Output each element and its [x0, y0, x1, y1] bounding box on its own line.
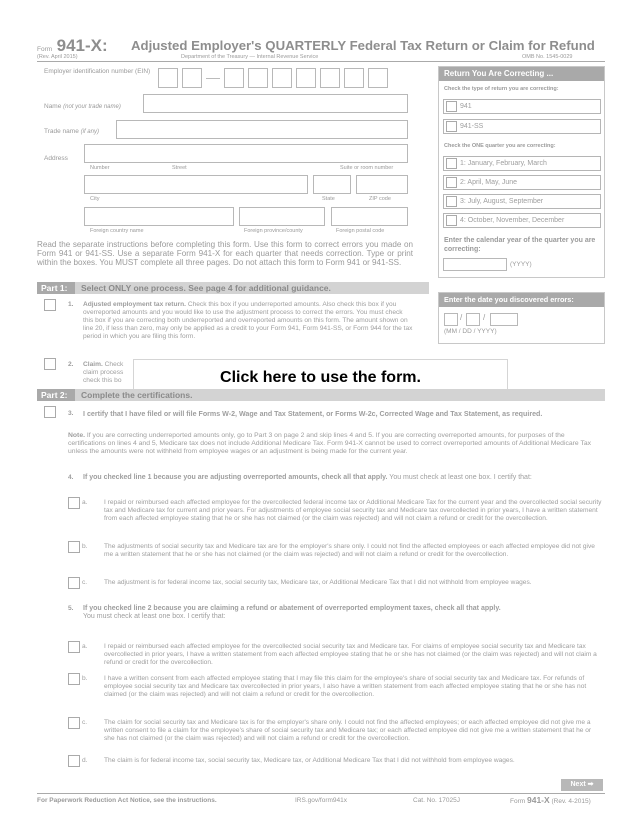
- form-number-block: [37, 36, 108, 56]
- line1-checkbox[interactable]: [44, 299, 56, 311]
- line3-number: 3.: [68, 410, 74, 417]
- line5a-text: I repaid or reimbursed each affected employee for the overcollected social security tax and Medicare tax. For claims of employee social security tax and Medicare tax overcollected in prior years, I have a written statement from each affected employee stating that he or she has not claimed (or the claim was rejected) and will not claim a refund or credit for the overcollection.: [104, 643, 597, 666]
- line5b-checkbox[interactable]: [68, 673, 80, 685]
- footer-rule: [37, 793, 605, 794]
- state-field[interactable]: [313, 175, 351, 194]
- year-hint: (YYYY): [510, 261, 532, 268]
- postal-caption: Foreign postal code: [336, 228, 385, 234]
- quarter-1-checkbox[interactable]: [446, 158, 457, 169]
- name-field[interactable]: [143, 94, 408, 113]
- line5b-text: I have a written consent from each affected employee stating that I may file this claim for the employee's share of social security tax and Medicare tax. For refunds of employee social security tax and Medicare tax overcollected in prior years, I also have a written statement from each affected employee stating that he or she has not claimed (or the claim was rejected) and will not claim a refund or credit for the overcollection.: [104, 675, 587, 698]
- province-field[interactable]: [239, 207, 325, 226]
- next-page-button[interactable]: Next ➡: [561, 779, 603, 791]
- name-label: Name (not your trade name): [44, 103, 121, 110]
- line4c-checkbox[interactable]: [68, 577, 80, 589]
- part2-tag: Part 2:: [37, 389, 75, 401]
- note-text: If you are correcting underreported amounts only, go to Part 3 on page 2 and skip lines 4 and 5. If you are correcting overreported amounts, for purposes of the certifications on lines 4 and 5, Medicare tax does not include Additional Medicare Tax. Form 941-X cannot be used to correct overreported amounts of Additional Medicare Tax unless the amounts were not withheld from employee wages or an adjustment is being made for the current year.: [68, 432, 592, 455]
- line2-word-c: check this bo: [83, 377, 122, 384]
- ein-digit-2[interactable]: [182, 68, 202, 88]
- city-field[interactable]: [84, 175, 308, 194]
- date-slash-2: /: [483, 313, 486, 322]
- form-word: Form: [37, 46, 53, 53]
- line4b-letter: b.: [82, 543, 88, 550]
- type-941ss-checkbox[interactable]: [446, 121, 457, 132]
- quarter-3-option[interactable]: 3: July, August, September: [443, 194, 601, 209]
- address-label: Address: [44, 155, 68, 162]
- trade-name-label: Trade name (if any): [44, 128, 99, 135]
- postal-field[interactable]: [331, 207, 408, 226]
- line4b-checkbox[interactable]: [68, 541, 80, 553]
- line5b-letter: b.: [82, 675, 88, 682]
- ein-digit-3[interactable]: [224, 68, 244, 88]
- line5d-text: The claim is for federal income tax, social security tax, Medicare tax, or Additional Medicare Tax that I did not withhold from employee wages.: [104, 757, 515, 764]
- quarter-prompt: Check the ONE quarter you are correcting:: [444, 143, 556, 149]
- line5c-text: The claim for social security tax and Medicare tax is for the employer's share only. I could not find the affected employees; or each affected employee did not give me a written consent to file a claim for the employee's share of social security tax and Medicare tax; or each affected employee did not give me a written statement that he or she has not claimed (or the claim was rejected) and will not claim a refund or credit for the overcollection.: [104, 719, 592, 742]
- catalog-number: Cat. No. 17025J: [413, 797, 460, 804]
- number-caption: Number: [90, 165, 110, 171]
- line4a-checkbox[interactable]: [68, 497, 80, 509]
- paperwork-notice: For Paperwork Reduction Act Notice, see the instructions.: [37, 797, 217, 804]
- form-title: Adjusted Employer's QUARTERLY Federal Tax Return or Claim for Refund: [131, 38, 595, 53]
- line2-number: 2.: [68, 361, 74, 368]
- zip-field[interactable]: [356, 175, 408, 194]
- province-caption: Foreign province/county: [244, 228, 303, 234]
- discovered-panel: [438, 292, 605, 344]
- line5d-checkbox[interactable]: [68, 755, 80, 767]
- country-field[interactable]: [84, 207, 234, 226]
- quarter-3-checkbox[interactable]: [446, 196, 457, 207]
- note-block: [68, 432, 603, 456]
- type-prompt: Check the type of return you are correcting:: [444, 86, 559, 92]
- date-hint: (MM / DD / YYYY): [444, 328, 497, 335]
- rev-date: (Rev. April 2015): [37, 54, 78, 60]
- ein-digit-7[interactable]: [320, 68, 340, 88]
- ein-digit-4[interactable]: [248, 68, 268, 88]
- line4-bold: If you checked line 1 because you are adjusting overreported amounts, check all that apply.: [83, 474, 388, 481]
- header-rule: [37, 61, 605, 62]
- line1-body: Check this box if you underreported amounts. Also check this box if you overreported amounts and you would like to use the adjustment process to correct the errors. You must check this box if you are correcting both underreported and overreported amounts on this form. The amount shown on line 20, if less than zero, may only be applied as a credit to your Form 941, Form 941-SS, or Form 944 for the tax period in which you are filing this form.: [83, 301, 413, 340]
- part2-title: Complete the certifications.: [81, 390, 193, 400]
- correcting-heading: Return You Are Correcting ...: [439, 67, 604, 81]
- use-form-label: Click here to use the form.: [220, 369, 421, 386]
- part1-tag: Part 1:: [37, 282, 75, 294]
- type-941ss-option[interactable]: 941-SS: [443, 119, 601, 134]
- part1-header: [37, 282, 429, 294]
- line2-title: Claim.: [83, 361, 103, 368]
- part2-header: [37, 389, 605, 401]
- line4-number: 4.: [68, 474, 74, 481]
- line4a-text: I repaid or reimbursed each affected employee for the overcollected federal income tax or Additional Medicare Tax for the current year and the overcollected social security tax and Medicare tax for current and prior years. For adjustments of employee social security tax and Medicare tax overcollected in prior years, I have a written statement from each affected employee stating that he or she has not claimed (or the claim was rejected) and will not claim a refund or credit for the overcollection.: [104, 499, 602, 522]
- line4-text: [83, 474, 603, 482]
- instructions: Read the separate instructions before completing this form. Use this form to correct errors you made on Form 941 or 941-SS. Use a separate Form 941-X for each quarter that needs correction. Type or print within the boxes. You MUST complete all three pages. Do not attach this form to Form 941 or 941-SS.: [37, 240, 413, 268]
- line5a-letter: a.: [82, 643, 88, 650]
- date-slash-1: /: [460, 313, 463, 322]
- omb-number: OMB No. 1545-0029: [522, 54, 573, 60]
- line3-text: I certify that I have filed or will file Forms W-2, Wage and Tax Statement, or Forms W-2c, Corrected Wage and Tax Statement, as required.: [83, 410, 543, 418]
- line1-number: 1.: [68, 301, 74, 308]
- ein-digit-1[interactable]: [158, 68, 178, 88]
- line5-rest: You must check at least one box. I certify that:: [83, 613, 226, 620]
- trade-name-field[interactable]: [116, 120, 408, 139]
- quarter-1-option[interactable]: 1: January, February, March: [443, 156, 601, 171]
- ein-dash: [206, 78, 220, 79]
- zip-caption: ZIP code: [369, 196, 391, 202]
- line4c-text: The adjustment is for federal income tax, social security tax, Medicare tax, or Additional Medicare Tax that I did not withhold from employee wages.: [104, 579, 532, 586]
- ein-digit-8[interactable]: [344, 68, 364, 88]
- ein-digit-6[interactable]: [296, 68, 316, 88]
- line5-bold: If you checked line 2 because you are claiming a refund or abatement of overreported employment taxes, check all that apply.: [83, 605, 501, 612]
- part1-title: Select ONLY one process. See page 4 for additional guidance.: [81, 283, 331, 293]
- line5-text: [83, 605, 603, 621]
- city-caption: City: [90, 196, 100, 202]
- street-caption: Street: [172, 165, 187, 171]
- ein-label: Employer identification number (EIN): [44, 68, 151, 75]
- country-caption: Foreign country name: [90, 228, 144, 234]
- line5c-letter: c.: [82, 719, 88, 726]
- discovered-heading: Enter the date you discovered errors:: [439, 293, 604, 307]
- quarter-2-checkbox[interactable]: [446, 177, 457, 188]
- ein-fields: [158, 68, 408, 90]
- discover-year[interactable]: [490, 313, 518, 326]
- ein-digit-5[interactable]: [272, 68, 292, 88]
- note-label: Note.: [68, 432, 85, 439]
- discover-day[interactable]: [466, 313, 480, 326]
- type-941-option[interactable]: 941: [443, 99, 601, 114]
- year-prompt: Enter the calendar year of the quarter you are correcting:: [444, 237, 596, 253]
- line2-checkbox[interactable]: [44, 358, 56, 370]
- footer-form: Form 941-X (Rev. 4-2015): [510, 795, 591, 805]
- suite-caption: Suite or room number: [340, 165, 394, 171]
- street-field[interactable]: [84, 144, 408, 163]
- year-field[interactable]: [443, 258, 507, 271]
- form-number: 941-X:: [56, 36, 108, 55]
- line5c-checkbox[interactable]: [68, 717, 80, 729]
- line1-title: Adjusted employment tax return.: [83, 301, 186, 308]
- type-941-checkbox[interactable]: [446, 101, 457, 112]
- line1-text: [83, 301, 413, 341]
- line5-number: 5.: [68, 605, 74, 612]
- footer-url: IRS.gov/form941x: [295, 797, 348, 804]
- line5d-letter: d.: [82, 757, 88, 764]
- discover-month[interactable]: [444, 313, 458, 326]
- department-line: Department of the Treasury — Internal Revenue Service: [181, 54, 319, 60]
- ein-digit-9[interactable]: [368, 68, 388, 88]
- state-caption: State: [322, 196, 335, 202]
- line4c-letter: c.: [82, 579, 88, 586]
- line4-rest: You must check at least one box. I certify that:: [389, 474, 532, 481]
- quarter-4-option[interactable]: 4: October, November, December: [443, 213, 601, 228]
- quarter-4-checkbox[interactable]: [446, 215, 457, 226]
- quarter-2-option[interactable]: 2: April, May, June: [443, 175, 601, 190]
- line2-word-a: Check: [104, 361, 124, 368]
- line2-word-b: claim process: [83, 369, 124, 376]
- line4b-text: The adjustments of social security tax and Medicare tax are for the employer's share only. I could not find the affected employees or each affected employee did not give me a written statement that he or she has not claimed (or the claim was rejected) and will not claim a refund or credit for the overcollection.: [104, 543, 595, 558]
- line5a-checkbox[interactable]: [68, 641, 80, 653]
- line4a-letter: a.: [82, 499, 88, 506]
- line3-checkbox[interactable]: [44, 406, 56, 418]
